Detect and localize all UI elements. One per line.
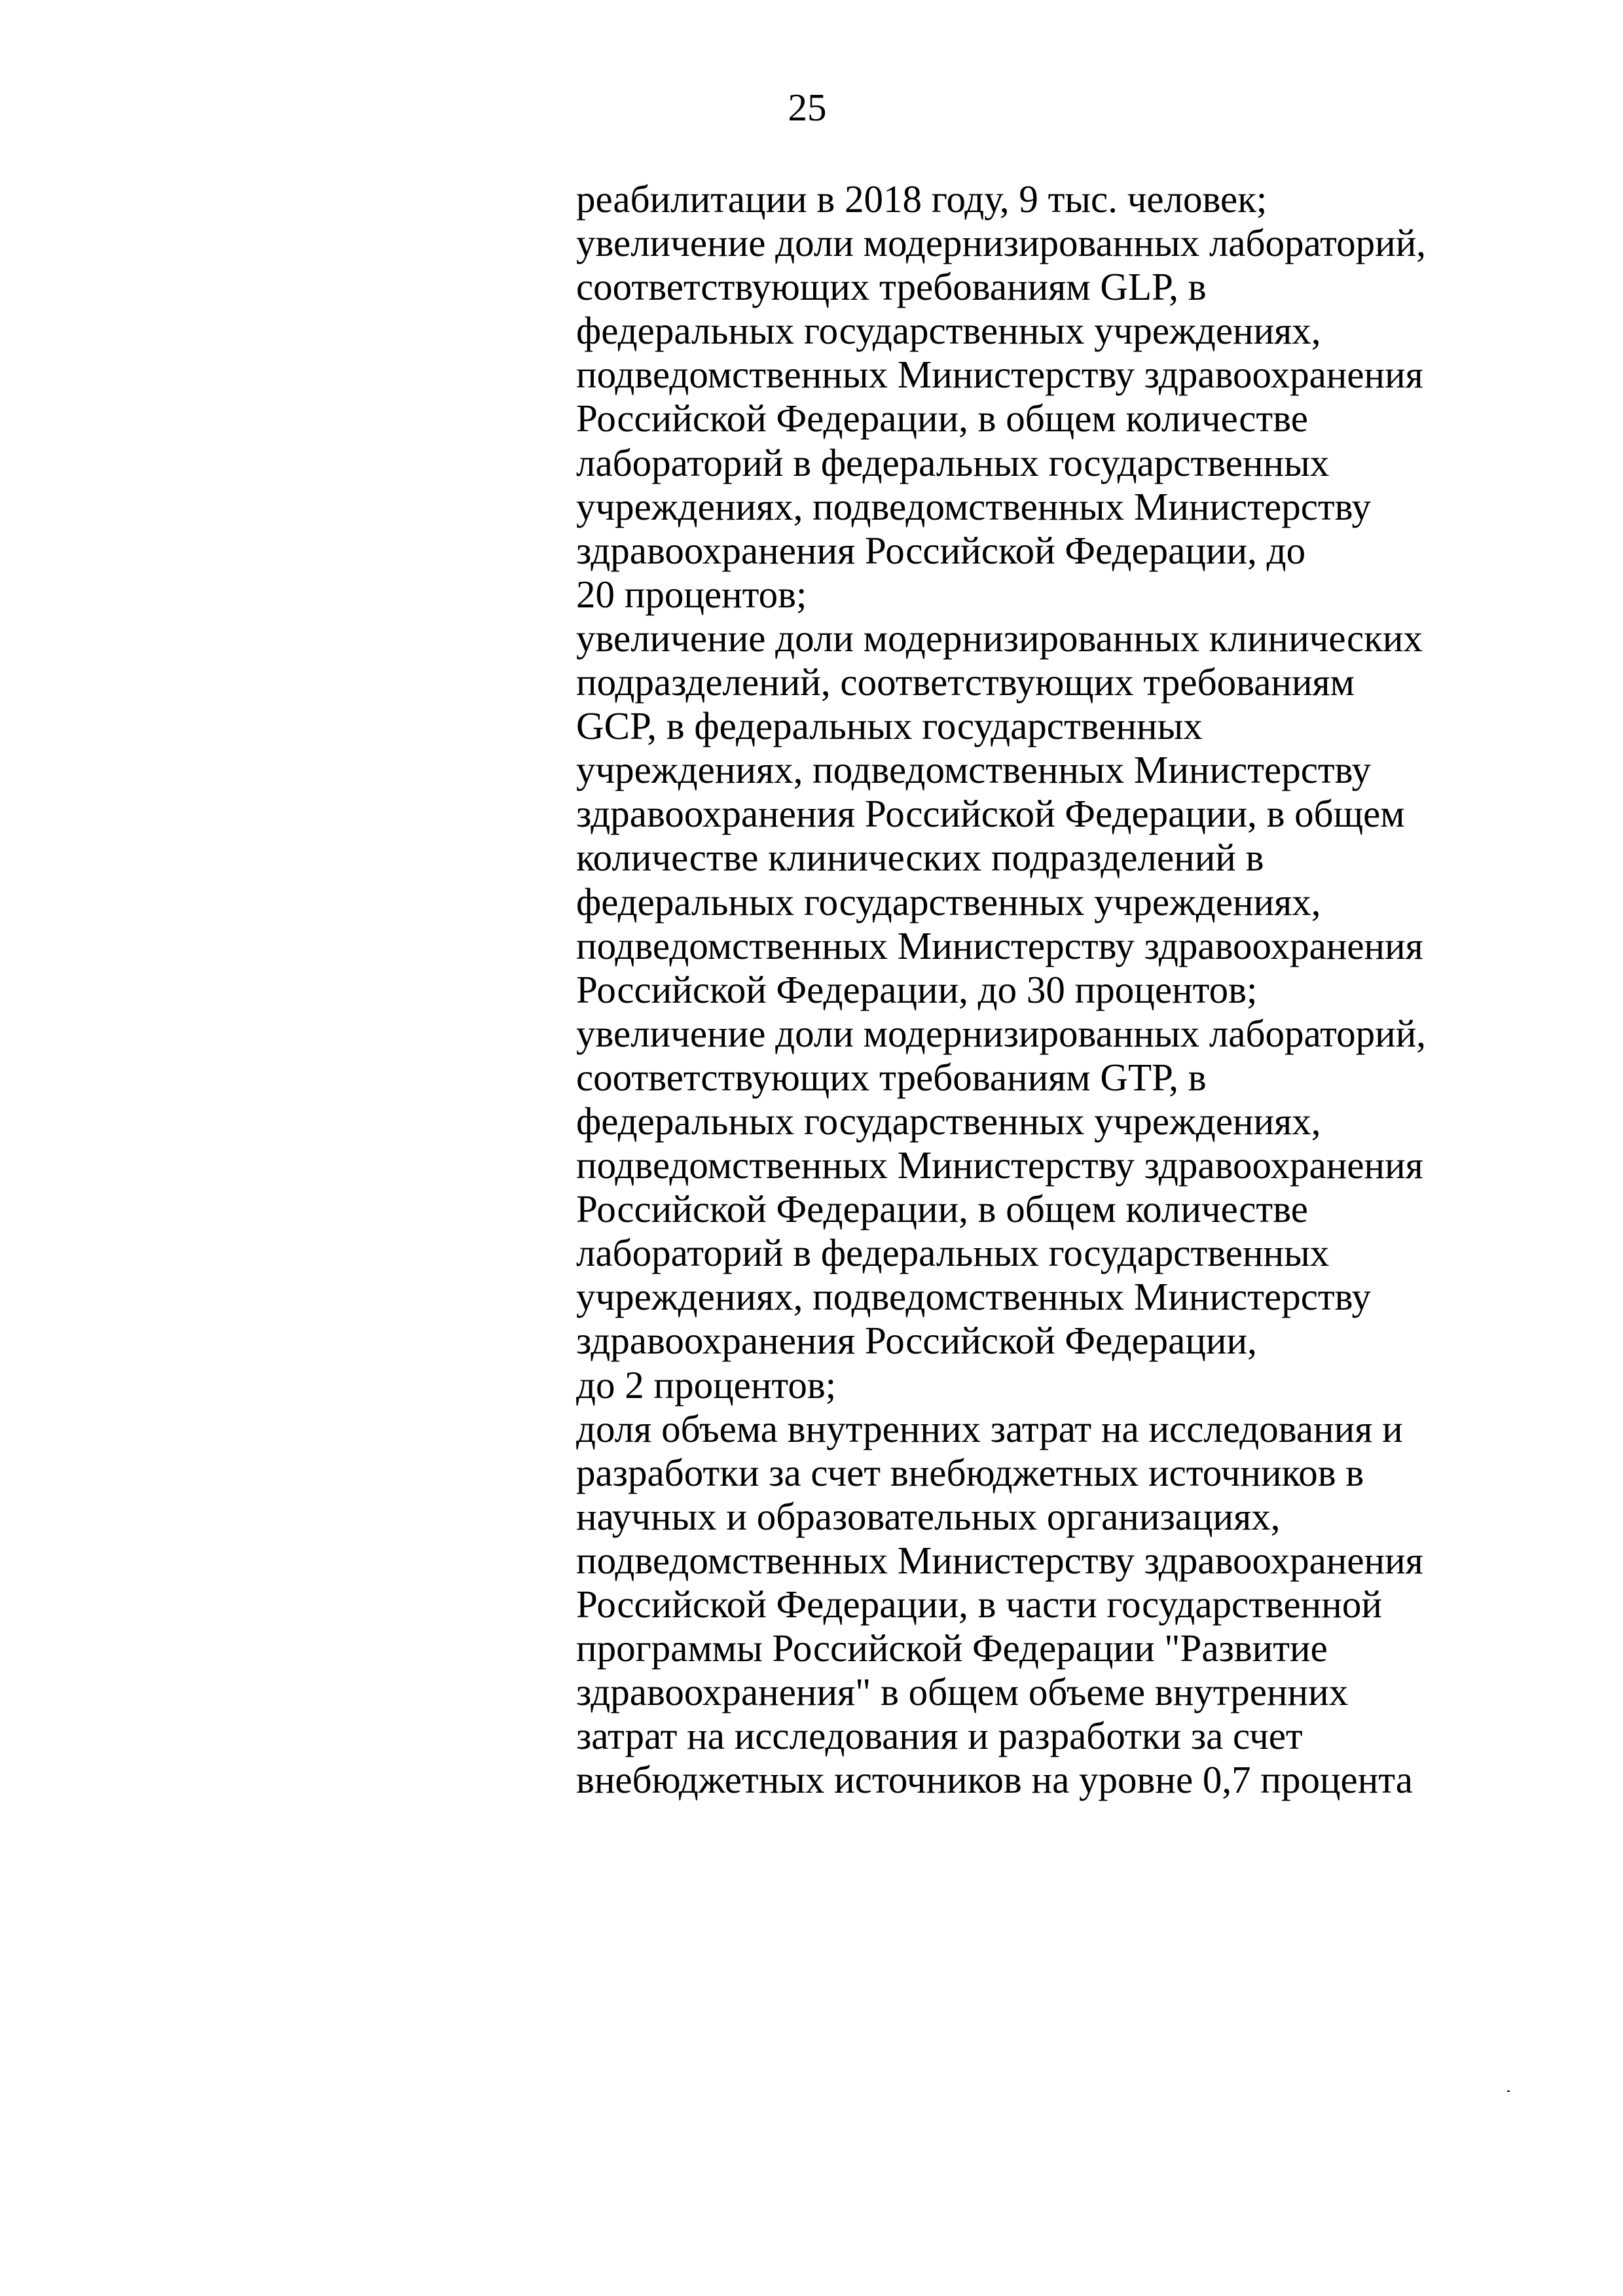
page-number: 25 bbox=[788, 86, 827, 129]
text-line: Российской Федерации, в общем количестве bbox=[576, 1187, 1308, 1231]
text-line: учреждениях, подведомственных Министерству bbox=[576, 1275, 1372, 1319]
text-line: увеличение доли модернизированных лабораторий, bbox=[576, 1011, 1427, 1055]
text-line: увеличение доли модернизированных клинических bbox=[576, 616, 1423, 660]
text-line: разработки за счет внебюджетных источников в bbox=[576, 1450, 1364, 1494]
text-line: внебюджетных источников на уровне 0,7 процента bbox=[576, 1758, 1413, 1802]
text-line: количестве клинических подразделений в bbox=[576, 836, 1264, 880]
text-line: учреждениях, подведомственных Министерству bbox=[576, 748, 1372, 792]
text-line: здравоохранения" в общем объеме внутренних bbox=[576, 1670, 1349, 1714]
text-line: федеральных государственных учреждениях, bbox=[576, 880, 1321, 924]
text-line: подведомственных Министерству здравоохранения bbox=[576, 353, 1423, 397]
text-line: учреждениях, подведомственных Министерству bbox=[576, 484, 1372, 528]
text-line: научных и образовательных организациях, bbox=[576, 1494, 1281, 1538]
text-line: здравоохранения Российской Федерации, до bbox=[576, 528, 1306, 572]
text-line: лабораторий в федеральных государственных bbox=[576, 440, 1330, 484]
text-line: Российской Федерации, в общем количестве bbox=[576, 397, 1308, 440]
text-line: здравоохранения Российской Федерации, в общем bbox=[576, 792, 1405, 836]
text-line: до 2 процентов; bbox=[576, 1363, 837, 1407]
text-line: 20 процентов; bbox=[576, 572, 807, 616]
text-line: GCP, в федеральных государственных bbox=[576, 704, 1203, 748]
text-line: подведомственных Министерству здравоохранения bbox=[576, 924, 1423, 967]
text-line: подразделений, соответствующих требованиям bbox=[576, 660, 1355, 704]
text-line: федеральных государственных учреждениях, bbox=[576, 1099, 1321, 1143]
text-line: Российской Федерации, до 30 процентов; bbox=[576, 967, 1258, 1011]
text-line: доля объема внутренних затрат на исследования и bbox=[576, 1407, 1403, 1450]
text-line: соответствующих требованиям GLP, в bbox=[576, 265, 1207, 309]
document-body-text bbox=[576, 177, 1493, 1802]
text-line: лабораторий в федеральных государственных bbox=[576, 1231, 1330, 1275]
text-line: подведомственных Министерству здравоохранения bbox=[576, 1143, 1423, 1187]
text-line: программы Российской Федерации "Развитие bbox=[576, 1626, 1328, 1670]
text-line: затрат на исследования и разработки за счет bbox=[576, 1714, 1303, 1758]
text-line: соответствующих требованиям GTP, в bbox=[576, 1055, 1207, 1099]
text-line: федеральных государственных учреждениях, bbox=[576, 309, 1321, 353]
scan-artifact-mark bbox=[1507, 2090, 1510, 2092]
text-line: Российской Федерации, в части государственной bbox=[576, 1583, 1382, 1626]
text-line: здравоохранения Российской Федерации, bbox=[576, 1319, 1257, 1363]
text-line: подведомственных Министерству здравоохранения bbox=[576, 1538, 1423, 1582]
text-line: увеличение доли модернизированных лабораторий, bbox=[576, 221, 1427, 265]
text-line: реабилитации в 2018 году, 9 тыс. человек; bbox=[576, 177, 1267, 221]
